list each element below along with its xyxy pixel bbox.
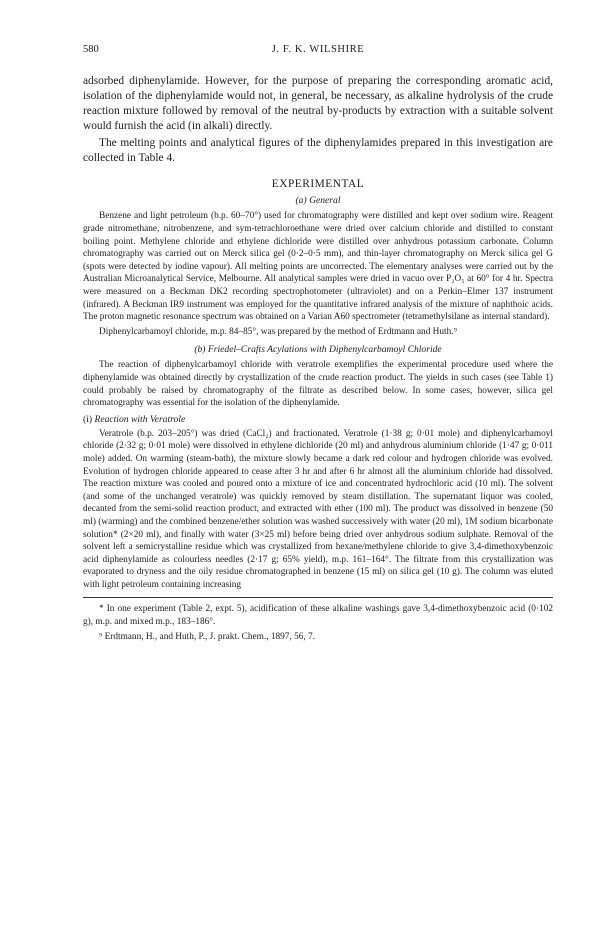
page-number: 580 (83, 44, 99, 55)
general-paragraph: Benzene and light petroleum (b.p. 60–70°) used for chromatography were distilled and kept over sodium wire. Reagent grade nitromethane, nitrobenzene, and sym-tetrachloroethane were dried over calcium chloride and distilled to constant boiling point. Methylene chloride and ethylene dichloride were distilled over anhydrous potassium carbonate. Column chromatography was carried out on Merck silica gel (0·2–0·5 mm), and thin-layer chromatography on Merck silica gel G (spots were detected by iodine vapour). All melting points are uncorrected. The elementary analyses were carried out by the Australian Microanalytical Service, Melbourne. All analytical samples were dried in vacuo over P₂O₅ at 60° for 4 hr. Spectra were measured on a Beckman DK2 recording spectrophotometer (ultraviolet) and on a Perkin–Elmer 137 instrument (infrared). A Beckman IR9 instrument was employed for the quantitative infrared analysis of the mixture of naphthoic acids. The proton magnetic resonance spectrum was obtained on a Varian A60 spectrometer (tetramethylsilane as internal standard). (83, 211, 553, 323)
footnote: ⁹ Erdtmann, H., and Huth, P., J. prakt. Chem., 1897, 56, 7. (99, 631, 316, 642)
subsubsection-heading-veratrole (83, 414, 553, 425)
veratrole-paragraph: Veratrole (b.p. 203–205°) was dried (CaCl₂) and fractionated. Veratrole (1·38 g; 0·01 mole) and diphenylcarbamoyl chloride (2·32 g; 0·01 mole) were dissolved in ethylene dichloride (20 ml) and anhydrous aluminium chloride (1·47 g; 0·011 mole) added. On warming (steam-bath), the mixture slowly became a dark red colour and hydrogen chloride was evolved. Evolution of hydrogen chloride appeared to cease after 3 hr and after 6 hr almost all the aluminium chloride had dissolved. The reaction mixture was cooled and poured onto a mixture of ice and concentrated hydrochloric acid (10 ml). The solvent (and some of the unchanged veratrole) was quickly removed by steam distillation. The supernatant liquor was cooled, decanted from the semi-solid reaction product, and extracted with ether (100 ml). The product was dissolved in benzene (50 ml) (warming) and the combined benzene/ether solution was washed successively with water (20 ml), 1M sodium bicarbonate solution* (2×20 ml), and finally with water (3×25 ml) before being dried over anhydrous sodium sulphate. Removal of the solvent left a semicrystalline residue which was crystallized from hexane/methylene chloride to give 3,4-dimethoxybenzoic acid diphenylamide as colourless needles (2·17 g; 65% yield), m.p. 161–164°. The filtrate from this crystallization was evaporated to dryness and the oily residue chromatographed in benzene (15 ml) on silica gel (10 g). The column was eluted with light petroleum containing increasing (83, 428, 553, 590)
intro-paragraph: adsorbed diphenylamide. However, for the purpose of preparing the corresponding aromatic acid, isolation of the diphenylamide would not, in general, be necessary, as alkaline hydrolysis of the crude reaction mixture followed by removal of the neutral by-products by extraction with a suitable solvent would furnish the acid (in alkali) directly. (83, 75, 553, 132)
general-paragraph: Diphenylcarbamoyl chloride, m.p. 84–85°, was prepared by the method of Erdtmann and Huth.⁹ (99, 326, 457, 337)
page-header (83, 44, 553, 60)
subsection-heading-general: (a) General (295, 195, 341, 207)
footnote: * In one experiment (Table 2, expt. 5), acidification of these alkaline washings gave 3,4-dimethoxybenzoic acid (0·102 g), m.p. and mixed m.p., 183–186°. (83, 604, 553, 628)
heading-text: Reaction with Veratrole (94, 413, 186, 425)
heading-number: (i) (83, 413, 93, 425)
section-heading: EXPERIMENTAL (271, 178, 365, 191)
subsection-heading-friedel: (b) Friedel–Crafts Acylations with Diphenylcarbamoyl Chloride (194, 344, 442, 356)
friedel-paragraph: The reaction of diphenylcarbamoyl chloride with veratrole exemplifies the experimental procedure used where the diphenylamide was obtained directly by crystallization of the crude reaction product. The yields in such cases (see Table 1) could probably be raised by chromatography of the filtrate as described below. In some cases, however, silica gel chromatography was essential for the isolation of the diphenylamide. (83, 360, 553, 409)
running-head: J. F. K. WILSHIRE (271, 44, 365, 55)
footnote-rule (83, 597, 553, 598)
page-body (83, 74, 553, 643)
intro-paragraph: The melting points and analytical figures of the diphenylamides prepared in this investigation are collected in Table 4. (83, 136, 553, 164)
